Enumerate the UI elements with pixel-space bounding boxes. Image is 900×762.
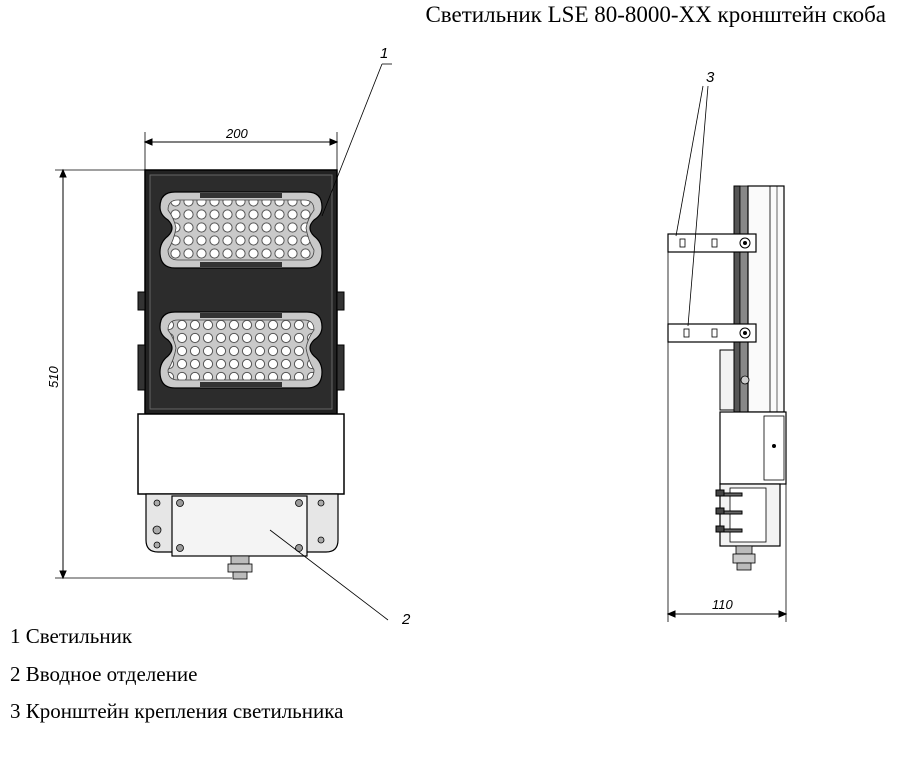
bracket-lower	[668, 324, 756, 342]
height-label: 510	[46, 366, 61, 388]
width-label: 200	[226, 126, 248, 141]
bracket-upper	[668, 234, 756, 252]
drawing-title: Светильник LSE 80-8000-XX кронштейн скоба	[425, 2, 886, 27]
led-module-lower	[160, 312, 322, 388]
side-input-box	[716, 412, 786, 570]
width-dimension	[145, 126, 337, 170]
side-body	[720, 186, 784, 412]
led-module-upper	[160, 192, 322, 268]
callout-3-label: 3	[706, 69, 715, 86]
legend-item-2: 2 Вводное отделение	[10, 662, 198, 686]
callout-2-label: 2	[402, 611, 411, 628]
legend-item-3: 3 Кронштейн крепления светильника	[10, 699, 344, 723]
legend-item-1: 1 Светильник	[10, 624, 133, 648]
callout-3	[676, 69, 715, 326]
side-view	[668, 69, 786, 622]
front-view	[46, 45, 411, 628]
callout-1-label: 1	[380, 45, 389, 62]
callout-1	[322, 45, 392, 216]
lower-housing	[138, 414, 344, 494]
depth-label: 110	[712, 597, 733, 612]
input-compartment	[146, 494, 338, 579]
